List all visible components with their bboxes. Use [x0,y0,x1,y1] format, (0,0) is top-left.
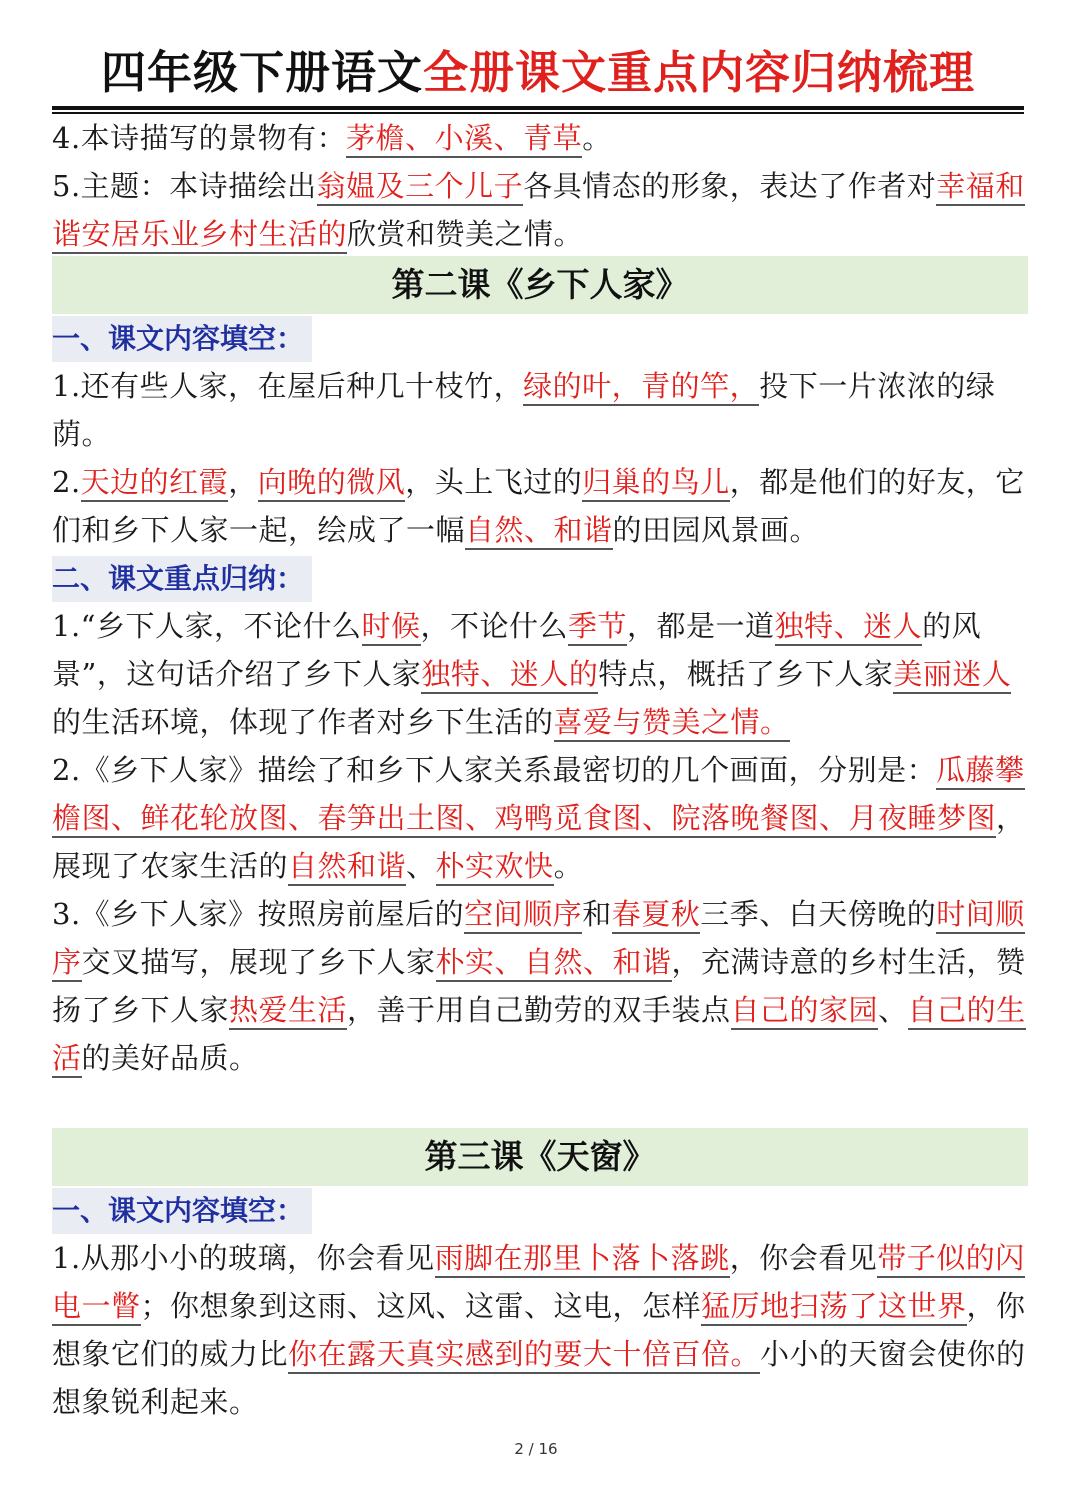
text: 的田园风景画。 [612,513,820,547]
section-fill-blank-heading: 一、课文内容填空： [52,316,312,362]
lesson-2-fill-blanks [52,362,1028,554]
text: ， [228,465,258,499]
paragraph-theme [52,162,1028,258]
lesson-3-heading: 第三课《天窗》 [52,1128,1028,1186]
title-rule-thick [52,106,1024,110]
text: 的生活环境，体现了作者对乡下生活的 [52,705,554,739]
lesson-2-heading: 第二课《乡下人家》 [52,256,1028,314]
text: 2.《乡下人家》描绘了和乡下人家关系最密切的几个画面，分别是： [52,753,937,787]
answer: 空间顺序 [464,897,582,934]
text: 的美好品质。 [81,1041,259,1075]
answer: 瓜藤攀檐图、鲜花轮放图、春笋出土图、鸡鸭觅食图、院落晚餐图、月夜睡梦图 [52,753,1025,838]
text: 、 [878,993,908,1027]
text: 4.本诗描写的景物有： [52,121,347,155]
fill-item-1 [52,362,1028,458]
text: 和 [582,897,612,931]
answer: 翁媪及三个儿子 [317,169,524,206]
text: 。 [582,121,612,155]
text: ，善于用自己勤劳的双手装点 [347,993,731,1027]
answer: 喜爱与赞美之情。 [554,705,790,742]
lesson-2-key-points [52,602,1028,1082]
key-point-1 [52,602,1028,746]
answer: 自然和谐 [288,849,406,886]
answer: 独特、迷人的 [421,657,598,694]
text: 的风景”，这句话介绍了乡下人家 [52,609,982,691]
text: 5.主题：本诗描绘出 [52,169,317,203]
key-point-2 [52,746,1028,890]
text: 小小的天窗会使你的想象锐利起来。 [52,1337,1026,1419]
answer: 时候 [362,609,421,646]
key-point-3 [52,890,1028,1082]
answer: 茅檐、小溪、青草 [346,121,582,158]
text: 1.从那小小的玻璃，你会看见 [52,1241,435,1275]
lesson-3-fill-blanks [52,1234,1028,1426]
page-title [52,42,1024,104]
fill-item-1 [52,1234,1028,1426]
answer: 热爱生活 [229,993,347,1030]
fill-item-2 [52,458,1028,554]
answer: 时间顺序 [52,897,1025,982]
text: ，充满诗意的乡村生活，赞扬了乡下人家 [52,945,1026,1027]
answer: 你在露天真实感到的要大十倍百倍。 [288,1337,760,1374]
text: 三季、白天傍晚的 [700,897,937,931]
text: ；你想象到这雨、这风、这雷、这电，怎样 [140,1289,702,1323]
answer: 朴实欢快 [436,849,554,886]
text: ，头上飞过的 [405,465,583,499]
answer: 幸福和谐安居乐业乡村生活的 [52,169,1025,254]
paragraph-scenery [52,114,1028,162]
text: 2. [52,465,81,499]
text: 各具情态的形象，表达了作者对 [523,169,937,203]
answer: 春夏秋 [612,897,701,934]
text: ，都是一道 [627,609,775,643]
text: ，展现了农家生活的 [52,801,1026,883]
text: ，都是他们的好友，它们和乡下人家一起，绘成了一幅 [52,465,1025,547]
text: 欣赏和赞美之情。 [347,217,584,251]
text: ，你想象它们的威力比 [52,1289,1026,1371]
text: 、 [406,849,436,883]
text: 特点，概括了乡下人家 [598,657,894,691]
answer: 归巢的鸟儿 [582,465,730,502]
title-red-part: 全册课文重点内容归纳梳理 [423,46,976,99]
text: 。 [553,849,584,883]
text: 交叉描写，展现了乡下人家 [81,945,436,979]
page-number: 2 / 16 [514,1440,558,1458]
answer: 雨脚在那里卜落卜落跳 [435,1241,730,1278]
title-black-part: 四年级下册语文 [100,46,423,99]
text: 投下一片浓浓的绿荫。 [52,369,996,451]
text: 3.《乡下人家》按照房前屋后的 [52,897,465,931]
answer: 季节 [568,609,627,646]
answer: 自己的生活 [52,993,1026,1078]
section-key-points-heading: 二、课文重点归纳： [52,556,312,602]
answer: 自然、和谐 [465,513,613,550]
poem-notes [52,114,1028,258]
answer: 独特、迷人 [775,609,923,646]
answer: 朴实、自然、和谐 [436,945,672,982]
text: 1.“乡下人家，不论什么 [52,609,362,643]
section-fill-blank-heading: 一、课文内容填空： [52,1188,312,1234]
text: 1.还有些人家，在屋后种几十枝竹， [52,369,524,403]
answer: 美丽迷人 [893,657,1011,694]
answer: 天边的红霞 [81,465,229,502]
answer: 自己的家园 [731,993,879,1030]
text: ，你会看见 [729,1241,878,1275]
answer: 带子似的闪电一瞥 [52,1241,1025,1326]
answer: 绿的叶，青的竿， [523,369,759,406]
answer: 猛厉地扫荡了这世界 [701,1289,967,1326]
answer: 向晚的微风 [258,465,406,502]
text: ，不论什么 [420,609,569,643]
